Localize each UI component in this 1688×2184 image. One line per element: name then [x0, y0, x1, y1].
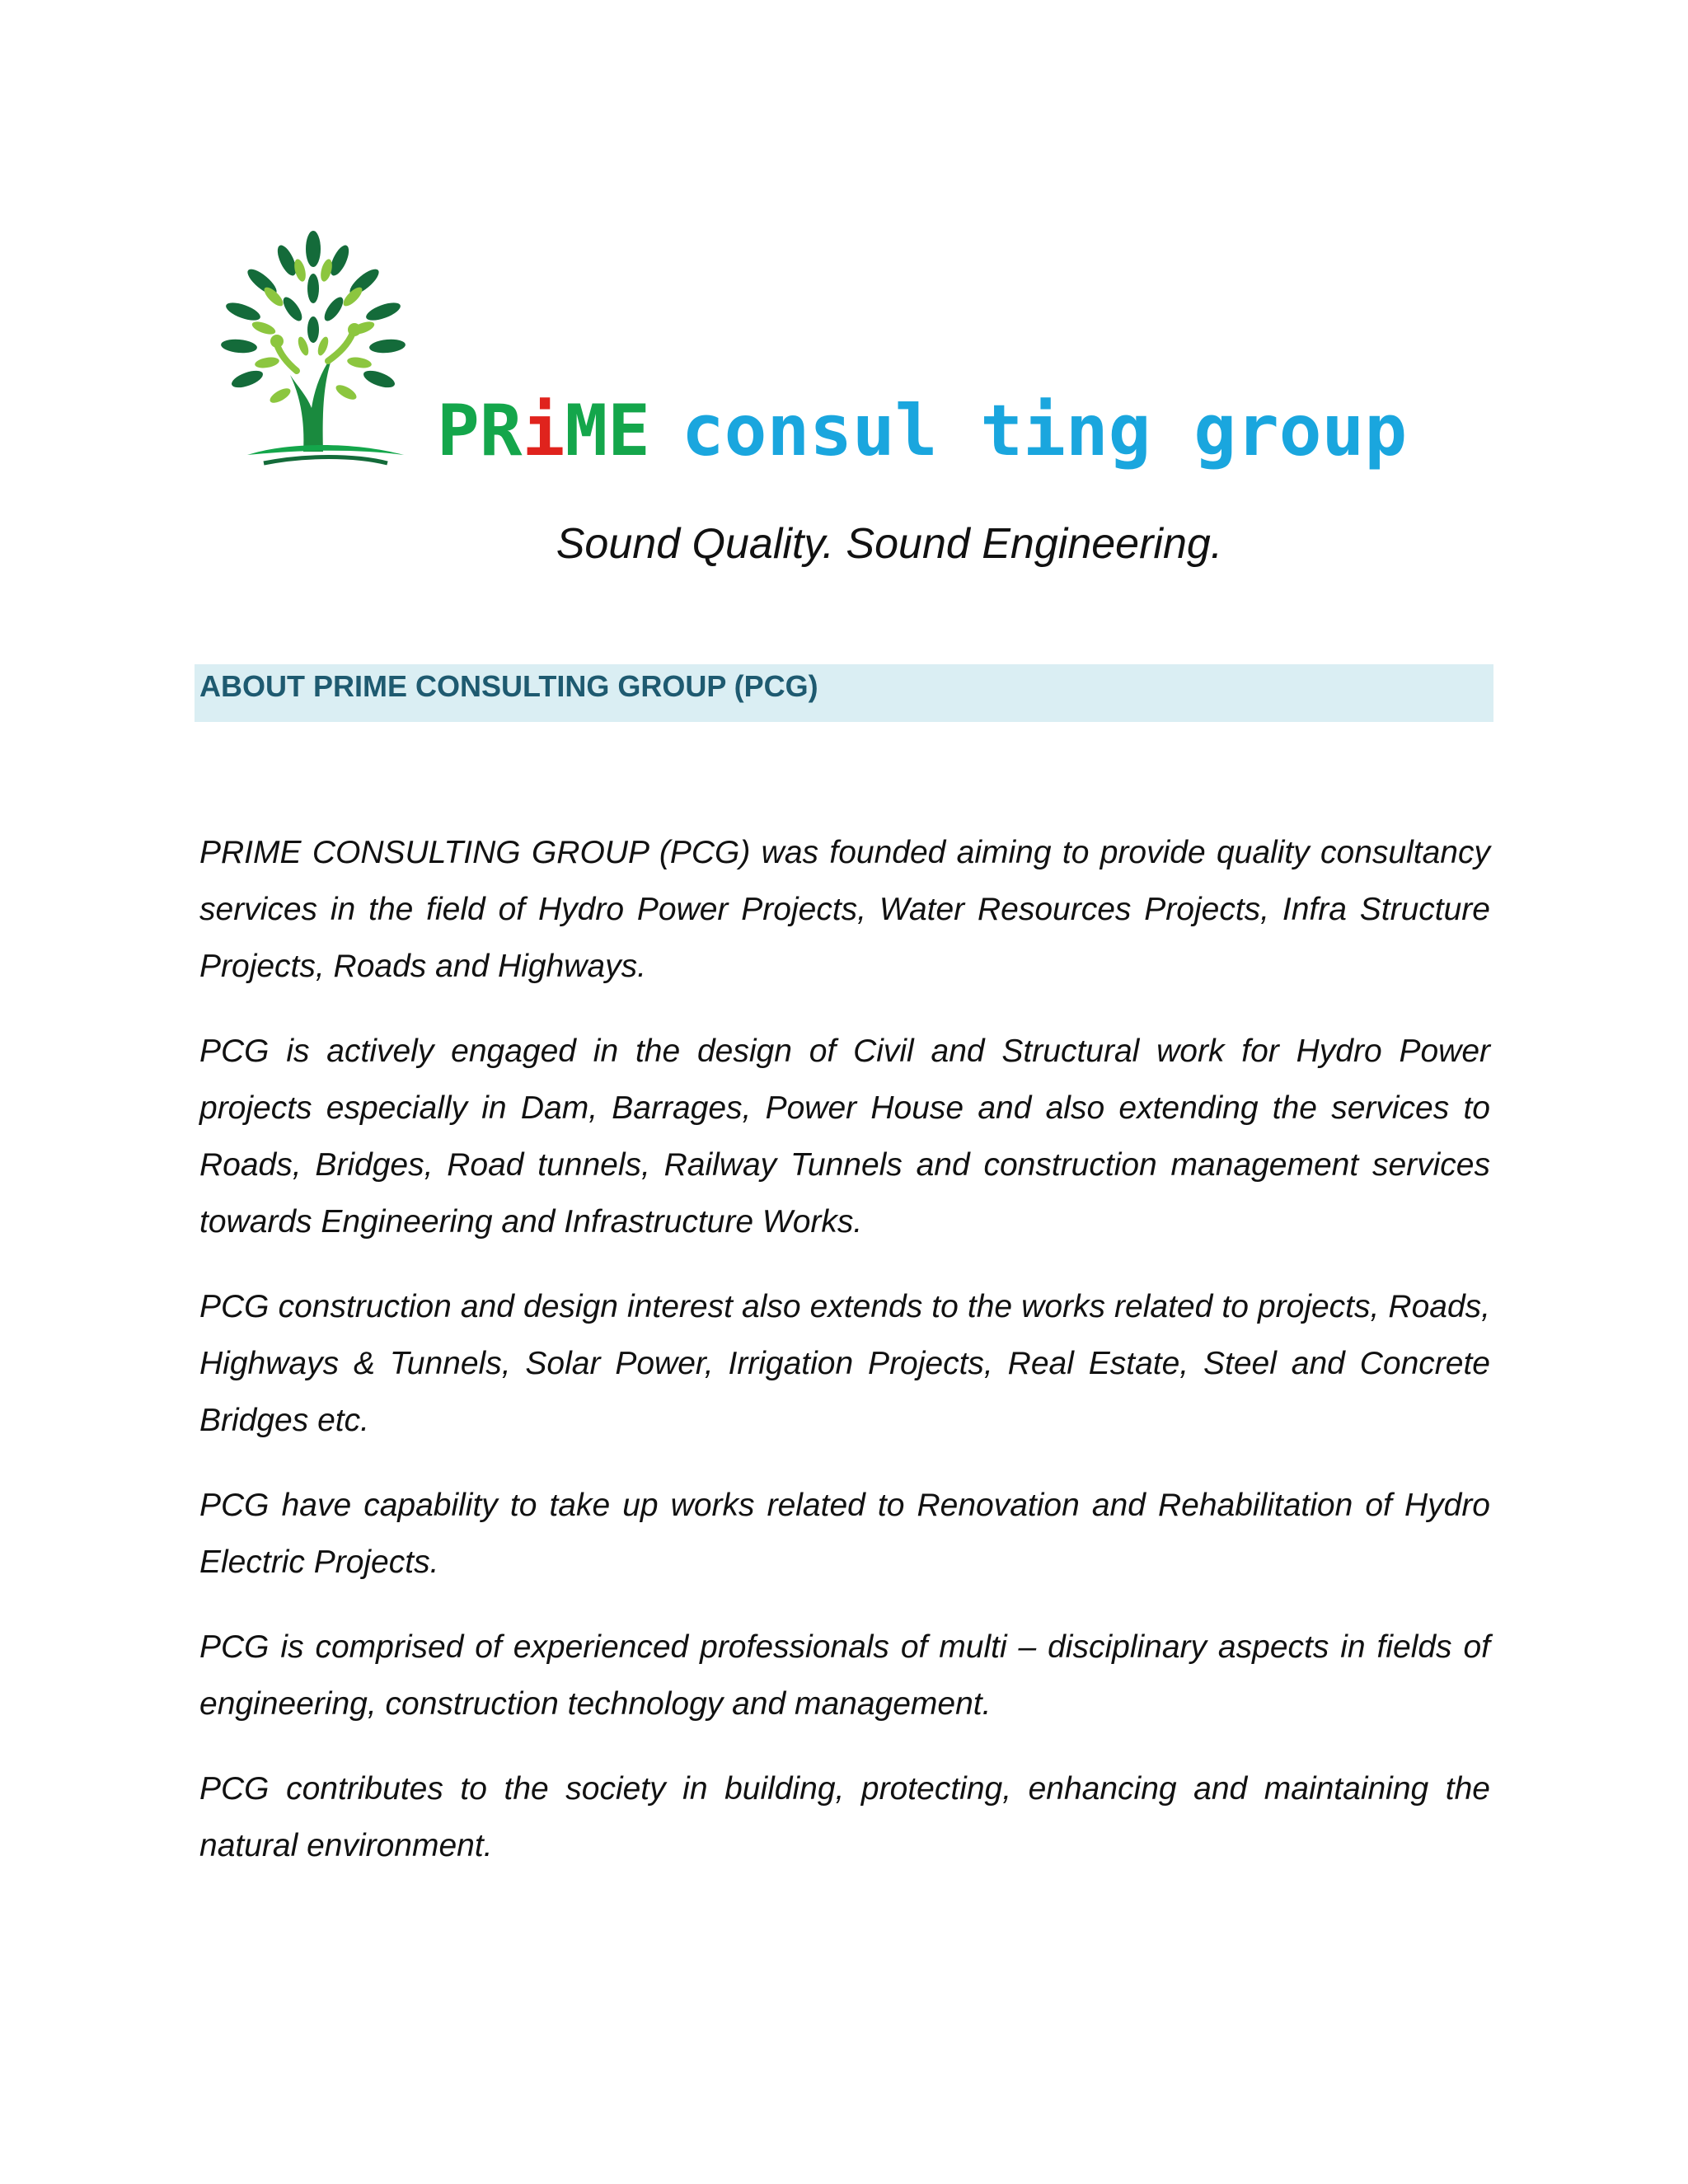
brand-consulting-group: consul ting group [681, 390, 1408, 472]
section-heading-bar [195, 664, 1493, 722]
brand-prime-i: i [522, 390, 565, 472]
tree-icon [198, 231, 429, 470]
paragraph: PCG have capability to take up works related to Renovation and Rehabilitation of Hydro Electric Projects. [199, 1488, 1490, 1580]
section-heading: ABOUT PRIME CONSULTING GROUP (PCG) [199, 669, 818, 703]
paragraph: PCG contributes to the society in building, protecting, enhancing and maintaining the natural environment. [199, 1771, 1490, 1863]
brand-prime-pre: PR [437, 390, 523, 472]
paragraph: PCG construction and design interest also extends to the works related to projects, Roads, Highways & Tunnels, Solar Power, Irrigation Projects, Real Estate, Steel and Concrete Bridges etc. [199, 1289, 1490, 1438]
paragraph: PCG is actively engaged in the design of Civil and Structural work for Hydro Power projects especially in Dam, Barrages, Power House and also extending the services to Roads, Bridges, Road tunnels, Railway Tunnels and construction management services towards Engineering and Infrastructure Works. [199, 1033, 1490, 1240]
body-text [199, 824, 1490, 1902]
tagline: Sound Quality. Sound Engineering. [556, 520, 1223, 568]
paragraph: PRIME CONSULTING GROUP (PCG) was founded aiming to provide quality consultancy services in the field of Hydro Power Projects, Water Resources Projects, Infra Structure Projects, Roads and Highways. [199, 835, 1490, 984]
brand-prime-post: ME [565, 390, 650, 472]
paragraph: PCG is comprised of experienced professionals of multi – disciplinary aspects in fields of engineering, construction technology and management. [199, 1629, 1490, 1722]
company-name [437, 390, 1408, 472]
page-header [190, 231, 1508, 511]
brand-prime [437, 390, 650, 472]
